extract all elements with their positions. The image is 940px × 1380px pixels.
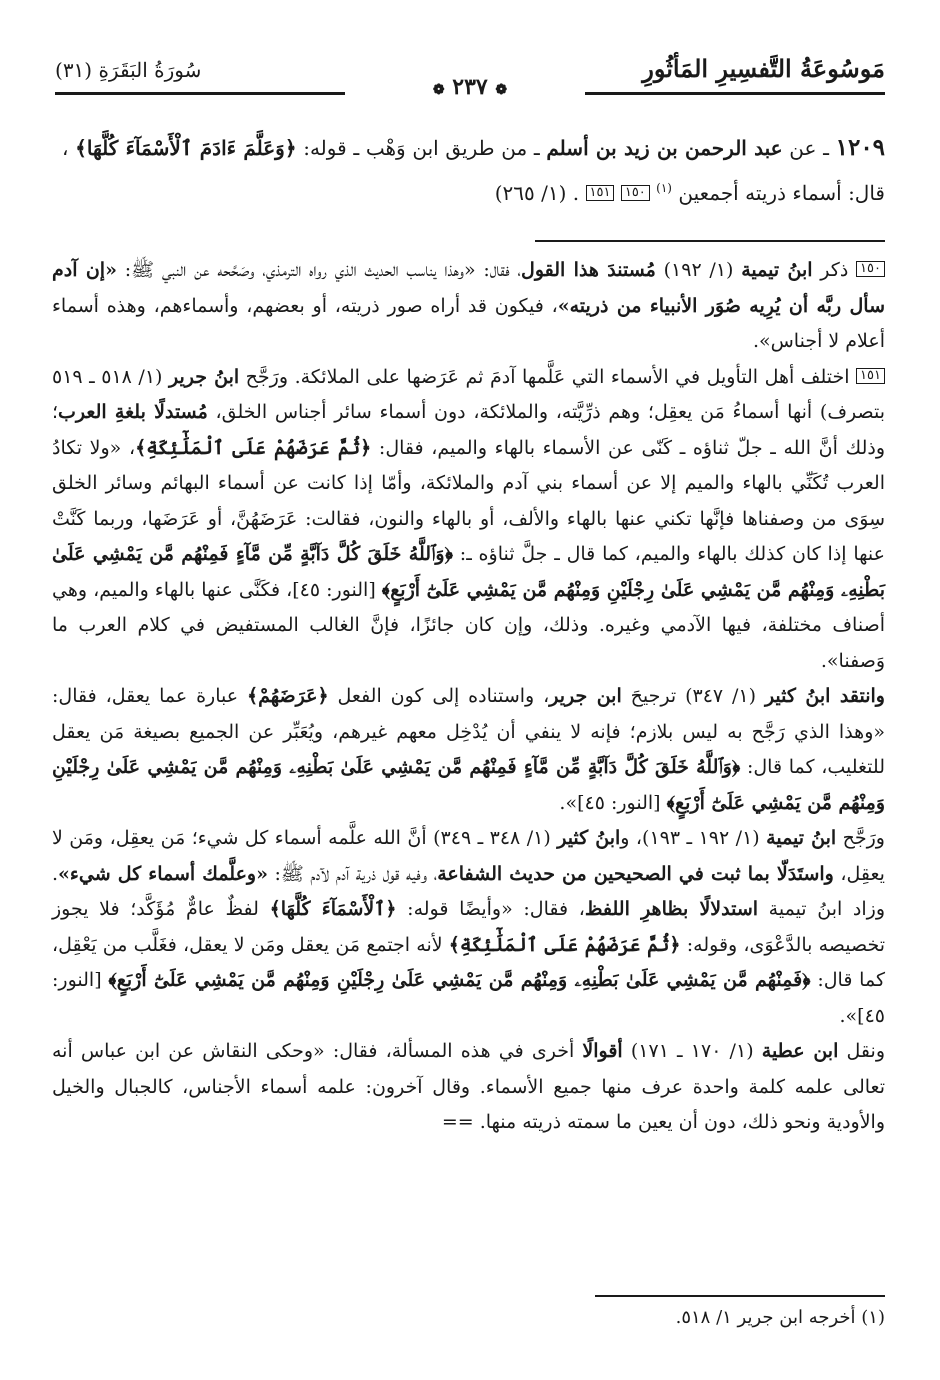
- note-text: ذكر: [812, 259, 857, 281]
- note-paragraph: [52, 679, 885, 821]
- note-emphasis: استدلالًا بظاهرِ اللفظ: [584, 898, 759, 920]
- note-label-box: ١٥٠: [856, 261, 885, 277]
- note-text: [النور: ٤٥]، فكَنَّى عنها بالهاء والميم، وهي أصناف مختلفة، فيها الآدمي وغيره. وذلك، وإن كان جائزًا، فإنَّ الغالب المستفيض في كلام العرب ما وَصفنا».: [52, 578, 885, 672]
- note-text: ونقل: [838, 1040, 885, 1062]
- note-emphasis: مُستدلًا بلغةِ العرب: [58, 401, 208, 423]
- note-text: اختلف أهل التأويل في الأسماء التي عَلَّمها آدمَ ثم عَرَضها على الملائكة. ورَجَّح: [239, 365, 857, 388]
- note-text: (١/ ١٩٢): [655, 259, 742, 281]
- running-header: [55, 52, 885, 102]
- note-text: ، «ولا تكادُ العرب تُكَنِّي بالهاء والميم إلا عن أسماء بني آدم والملائكة، وأمّا إذا كانت عن أسماء البهائم وسائر الخلق سِوَى من وصفناها فإنَّها تكني عنها بالهاء والألف، أو بالهاء والنون، فقالت: عَرَضَهُنَّ، أو عَرَضَها، وربما كَنَّتْ عنها إذا كان كذلك بالهاء والميم، كما قال ـ جلَّ ثناؤه ـ:: [52, 436, 885, 565]
- note-text: لأنه اجتمع مَن يعقل ومَن لا يعقل، فغَلَّب من يَعْقِل، كما قال:: [52, 933, 885, 991]
- footnote-divider: [595, 1295, 885, 1297]
- entry-text: ـ من طريق ابن وَهْب ـ قوله:: [296, 136, 540, 160]
- note-label-box: ١٥١: [856, 368, 885, 384]
- note-text: ، فيكون قد أراه صور ذريته، أو بعضهم، وأسماءهم، وهذه أسماء أعلام لا أجناس».: [52, 294, 885, 352]
- ornament-icon: ❁: [495, 82, 508, 98]
- note-paragraph: [52, 253, 885, 360]
- note-text: (١/ ٣٤٨ ـ ٣٤٩) أنَّ الله علَّمه أسماء كل شيء؛ مَن يعقِل، ومَن لا يعقِل،: [52, 827, 885, 885]
- note-text: لفظٌ عامٌّ مُؤَكَّد؛ فلا يجوز تخصيصه بالدَّعْوَى، وقوله:: [52, 898, 885, 956]
- footnote-marker: (١): [656, 181, 672, 195]
- note-emphasis: ابن عطية: [761, 1040, 839, 1062]
- note-text: ؛ وذلك أنَّ الله ـ جلّ ثناؤه ـ كَنّى عن الأسماء بالهاء والميم، فقال:: [52, 401, 885, 459]
- note-text: ، وفيه قول ذرية آدم لآدم ﷺ:: [267, 862, 438, 885]
- commentary-notes: [52, 253, 885, 1141]
- main-entry: [62, 128, 885, 213]
- note-emphasis: ﴿فَمِنْهُم مَّن يَمْشِي عَلَىٰ بَطْنِهِۦ وَمِنْهُم مَّن يَمْشِي عَلَىٰ رِجْلَيْنِ وَمِنْهُم مَّن يَمْشِي عَلَىٰٓ أَرْبَعٍ﴾: [108, 969, 811, 991]
- note-emphasis: ابنُ تيمية: [741, 259, 813, 281]
- notes-divider: [535, 240, 885, 242]
- entry-number: ١٢٠٩: [835, 134, 886, 161]
- footnote: (١) أخرجه ابن جرير ١/ ٥١٨.: [675, 1307, 885, 1328]
- note-emphasis: ﴿وَٱللَّهُ خَلَقَ كُلَّ دَآبَّةٍ مِّن مَّآءٍ فَمِنْهُم مَّن يَمْشِي عَلَىٰ بَطْنِهِۦ وَمِنْهُم مَّن يَمْشِي عَلَىٰ رِجْلَيْنِ وَمِنْهُم مَّن يَمْشِي عَلَىٰٓ أَرْبَعٍ﴾: [52, 543, 885, 601]
- note-paragraph: [52, 821, 885, 1034]
- note-emphasis: ﴿ٱلْأَسْمَآءَ كُلَّهَا﴾: [269, 898, 397, 920]
- note-text: (١/ ١٧٠ ـ ١٧١): [622, 1040, 762, 1062]
- quran-quote: ﴿وَعَلَّمَ ءَادَمَ ٱلْأَسْمَآءَ كُلَّهَا﴾: [75, 136, 297, 160]
- page-number: ٢٣٧: [452, 74, 488, 100]
- note-emphasis: ابنُ كثير: [557, 827, 621, 849]
- note-text: (١/ ١٩٢ ـ ١٩٣)، و: [620, 827, 767, 849]
- note-text: ، واستناده إلى كون الفعل: [328, 685, 550, 707]
- note-emphasis: وانتقد ابنُ كثير: [764, 685, 885, 707]
- note-text: ، فقال: «وأيضًا قوله:: [396, 898, 585, 920]
- note-text: عبارة عما يعقل، فقال: «وهذا الذي رَجَّح به ليس بلازم؛ فإنه لا ينفي أن يُدْخِل معهم غيرهم، ويُعَبِّر عن الجميع بصيغة مَن يعقل للتغليب، كما قال:: [52, 685, 885, 778]
- note-emphasis: «إن آدم سأل ربَّه أن يُرِيه صُوَر الأنبياء من ذريته»: [52, 259, 885, 317]
- narrator-name: عبد الرحمن بن زيد بن أسلم: [546, 136, 783, 160]
- note-text: (١/ ٥١٨ ـ ٥١٩ بتصرف) أنها أسماءُ مَن يعقِل؛ وهم ذرِّيَّته، والملائكة، دون أسماء سائر أجناس الخلق،: [52, 365, 885, 423]
- entry-text: ، قال: أسماء ذريته أجمعين: [62, 136, 885, 205]
- note-emphasis: ابنُ جرير: [169, 365, 240, 388]
- book-title: مَوسُوعَةُ التَّفسِيرِ المَأثُورِ: [642, 54, 885, 83]
- note-paragraph: [52, 1034, 885, 1141]
- note-emphasis: «وعلَّمك أسماء كل شيء»: [58, 862, 268, 885]
- note-text: ورَجَّح: [836, 827, 885, 849]
- note-emphasis: واستَدَلّا بما ثبت في الصحيحين من حديث الشفاعة: [437, 862, 834, 885]
- note-paragraph: [52, 360, 885, 680]
- note-emphasis: ابنُ تيمية: [766, 827, 837, 849]
- surah-label: سُورَةُ البَقَرَةِ (٣١): [55, 58, 202, 82]
- page-number-row: [55, 74, 885, 100]
- note-ref-box: ١٥٠: [621, 185, 650, 201]
- note-text: ، فقال: «وهذا يناسب الحديث الذي رواه الترمذي، وصَحَّحه عن النبي ﷺ:: [116, 259, 522, 281]
- note-emphasis: أقوالًا: [582, 1040, 623, 1062]
- note-emphasis: ﴿عَرَضَهُمْ﴾: [246, 685, 329, 707]
- note-emphasis: ﴿وَٱللَّهُ خَلَقَ كُلَّ دَآبَّةٍ مِّن مَّآءٍ فَمِنْهُم مَّن يَمْشِي عَلَىٰ بَطْنِهِۦ وَمِنْهُم مَّن يَمْشِي عَلَىٰ رِجْلَيْنِ وَمِنْهُم مَّن يَمْشِي عَلَىٰٓ أَرْبَعٍ﴾: [52, 756, 885, 814]
- note-emphasis: ابن جرير: [549, 685, 622, 707]
- note-text: [النور: ٤٥]».: [559, 791, 667, 814]
- note-emphasis: مُستندَ هذا القول: [521, 259, 656, 281]
- note-text: (١/ ٣٤٧) ترجيحَ: [621, 685, 765, 707]
- ornament-icon: ❁: [432, 82, 445, 98]
- entry-reference: . (١/ ٢٦٥): [494, 181, 580, 205]
- note-text: [النور: ٤٥]».: [52, 969, 885, 1027]
- note-text: . وزاد ابنُ تيمية: [52, 862, 886, 920]
- note-ref-box: ١٥١: [586, 185, 615, 201]
- entry-text: ـ عن: [782, 136, 829, 160]
- note-emphasis: ﴿ثُمَّ عَرَضَهُمْ عَلَى ٱلْمَلَٰٓئِكَةِ﴾: [448, 933, 681, 956]
- note-text: أخرى في هذه المسألة، فقال: «وحكى النقاش عن ابن عباس أنه تعالى علمه كلمة واحدة عرف منها جميع الأسماء. وقال آخرون: علمه أسماء الأجناس، كالجبال والخيل والأودية ونحو ذلك، دون أن يعين ما سمته ذريته منها. ==: [52, 1040, 885, 1133]
- note-emphasis: ﴿ثُمَّ عَرَضَهُمْ عَلَى ٱلْمَلَٰٓئِكَةِ﴾: [135, 436, 372, 459]
